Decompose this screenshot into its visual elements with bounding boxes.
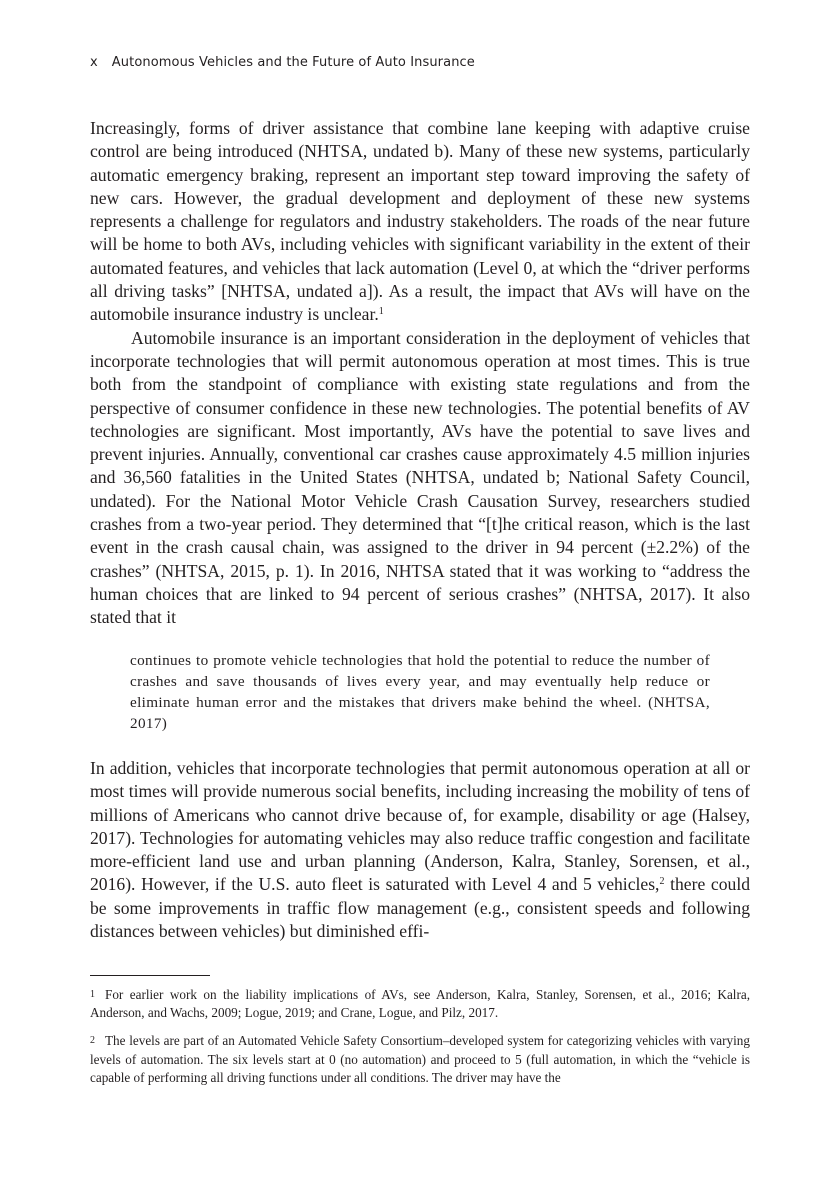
paragraph-3 [90,757,750,943]
running-title: Autonomous Vehicles and the Future of Auto Insurance [111,55,475,70]
paragraph-1-text: Increasingly, forms of driver assistance that combine lane keeping with adaptive cruise control are being introduced (NHTSA, undated b). Many of these new systems, particularly automatic emergency braking, represent an important step toward improving the safety of new cars. However, the gradual development and deployment of these new systems represents a challenge for regulators and industry stakeholders. The roads of the near future will be home to both AVs, including vehicles with significant variability in the extent of their automated features, and vehicles that lack automation (Level 0, at which the “driver performs all driving tasks” [NHTSA, undated a]). As a result, the impact that AVs will have on the automobile insurance industry is unclear. [90,118,750,325]
footnote-1 [90,986,750,1022]
footnote-ref-1[interactable]: 1 [378,306,384,318]
footnote-ref-2[interactable]: 2 [659,876,665,888]
paragraph-3-text-a: In addition, vehicles that incorporate technologies that permit autonomous operation at all or most times will provide numerous social benefits, including increasing the mobility of tens of millions of Americans who cannot drive because of, for example, disability or age (Halsey, 2017). Technologies for automating vehicles may also reduce traffic congestion and facilitate more-efficient land use and urban planning (Anderson, Kalra, Stanley, Sorensen, et al., 2016). However, if the U.S. auto fleet is saturated with Level 4 and 5 vehicles, [90,758,750,895]
page-folio: x [90,55,98,70]
paragraph-1 [90,117,750,327]
block-quote: continues to promote vehicle technologies that hold the potential to reduce the number of crashes and save thousands of lives every year, and may eventually help reduce or eliminate human error and the mistakes that drivers make behind the wheel. (NHTSA, 2017) [130,652,710,732]
footnote-1-mark: 1 [90,989,95,1000]
footnotes [90,986,750,1097]
footnote-2 [90,1032,750,1087]
footnote-divider [90,975,210,976]
body-text-block-1 [90,117,750,630]
running-head [90,55,475,70]
footnote-2-text: The levels are part of an Automated Vehicle Safety Consortium–developed system for categorizing vehicles with varying levels of automation. The six levels start at 0 (no automation) and proceed to 5 (full automation, in which the “vehicle is capable of performing all driving functions under all conditions. The driver may have the [90,1033,750,1085]
paragraph-2: Automobile insurance is an important consideration in the deployment of vehicles that incorporate technologies that will permit autonomous operation at most times. This is true both from the standpoint of compliance with existing state regulations and from the perspective of consumer confidence in these new technologies. The potential benefits of AV technologies are significant. Most importantly, AVs have the potential to save lives and prevent injuries. Annually, conventional car crashes cause approximately 4.5 million injuries and 36,560 fatalities in the United States (NHTSA, undated b; National Safety Council, undated). For the National Motor Vehicle Crash Causation Survey, researchers studied crashes from a two-year period. They determined that “[t]he critical reason, which is the last event in the crash causal chain, was assigned to the driver in 94 percent (±2.2%) of the crashes” (NHTSA, 2015, p. 1). In 2016, NHTSA stated that it was working to “address the human choices that are linked to 94 percent of serious crashes” (NHTSA, 2017). It also stated that it [90,327,750,628]
paragraph-3-text-b: there could be some improvements in traffic flow management (e.g., consistent speeds and following distances between vehicles) but diminished effi- [90,874,751,942]
footnote-2-mark: 2 [90,1035,95,1047]
body-text-block-2 [90,757,750,943]
footnote-1-text: For earlier work on the liability implications of AVs, see Anderson, Kalra, Stanley, Sorensen, et al., 2016; Kalra, Anderson, and Wachs, 2009; Logue, 2019; and Crane, Logue, and Pilz, 2017. [90,987,750,1021]
